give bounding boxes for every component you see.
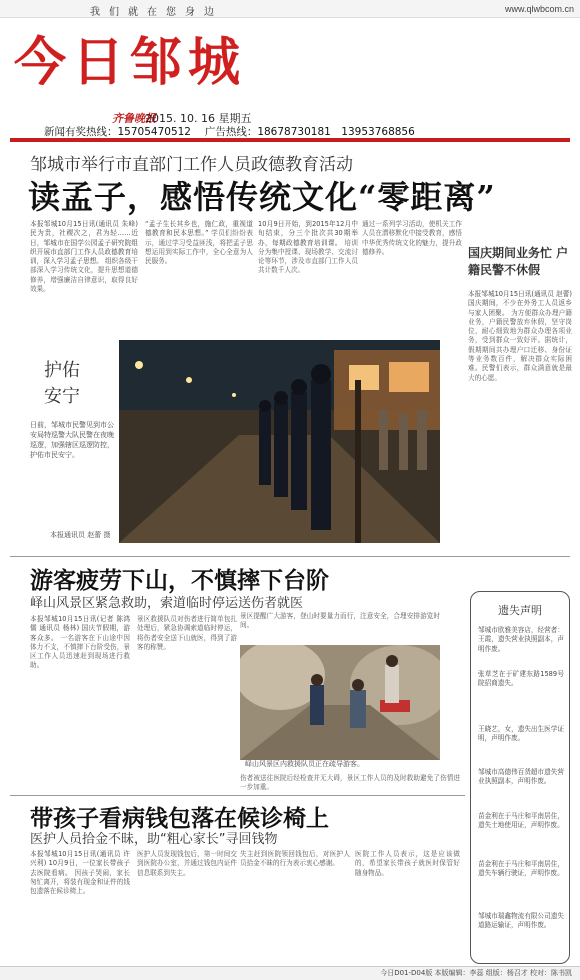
footer-credits: 今日D01-D04版 本版编辑：李蕊 组版：杨召才 校对：陈书凯: [380, 969, 572, 977]
child-headline: 带孩子看病钱包落在候诊椅上: [30, 805, 329, 832]
side-headline: 国庆期间业务忙 户籍民警不休假: [468, 246, 569, 277]
night-patrol-image: [119, 340, 440, 543]
child-col-4: 医院工作人员表示，这是应该做的，希望家长带孩子就医时保管好随身物品。: [355, 850, 460, 877]
lead-headline: 读孟子，感悟传统文化“零距离”: [28, 178, 496, 216]
rescue-image: [240, 645, 440, 760]
masthead: 今日邹城: [14, 32, 247, 93]
lead-col-3: 10月9日开始，到2015年12月中旬结束，分三个批次共30期举办，每期政德教育培训课。 培训分为集中授课、现场教学、交流讨论等环节，涉及市直部门工作人员共计数千人次。: [258, 220, 358, 275]
tourist-col-2: 景区救援队员对伤者进行简单包扎处理后，紧急协调索道临时停运，将伤者安全送下山就医，得到了游客的称赞。: [137, 615, 237, 651]
divider-1: [10, 556, 570, 557]
lead-kicker: 邹城市举行市直部门工作人员政德教育活动: [30, 155, 353, 175]
lead-col-4: 通过一系列学习活动，使机关工作人员在潜移默化中接受教育，感悟中华优秀传统文化的魅力，提升政德修养。: [362, 220, 462, 256]
tourist-subhead: 峄山风景区紧急救助，索道临时停运送伤者就医: [30, 596, 304, 611]
hotline: 新闻有奖热线：15705470512 广告热线：18678730181 13953768856: [44, 126, 415, 138]
notice-item: 王晓艺，女，遗失出生医学证明，声明作废。: [478, 725, 564, 743]
notice-title: 遗失声明: [498, 604, 542, 617]
guard-byline: 本报通讯员 赵蕾 摄: [50, 531, 111, 539]
rescue-photo: [240, 645, 440, 760]
notice-item: 苗金利在于马庄和平南居住，遗失车辆行驶证，声明作废。: [478, 860, 564, 878]
night-patrol-photo: [119, 340, 440, 543]
divider-2: [10, 795, 465, 796]
child-col-3: 失主赶到医院领回钱包后，对医护人员拾金不昧的行为表示衷心感谢。: [240, 850, 350, 868]
child-subhead: 医护人员拾金不昧，助“粗心家长”寻回钱物: [30, 832, 278, 847]
tourist-col-3: 景区提醒广大游客，登山时要量力而行，注意安全，合理安排游览时间。: [240, 612, 440, 630]
notice-item: 苗金利在于马庄和平南居住，遗失土地使用证，声明作废。: [478, 812, 564, 830]
tourist-headline: 游客疲劳下山，不慎摔下台阶: [30, 567, 329, 594]
lead-col-1: 本报邹城10月15日讯(通讯员 朱峰) 民为贵，社稷次之，君为轻……近日，邹城市在国学公园孟子研究院组织开展市直部门工作人员政德教育培训，深入学习孟子思想。 组织各级干部深入学习传统文化，提升思想道德修养，增强廉洁自律意识，取得良好效果。: [30, 220, 138, 294]
publisher: 齐鲁晚报: [112, 112, 156, 125]
tourist-col-1: 本报邹城10月15日讯(记者 陈鸿儒 通讯员 杨林) 国庆节假期，游客众多。 一名游客在下山途中因体力不支，不慎摔下台阶受伤，景区工作人员迅速赶到现场进行救助。: [30, 615, 130, 670]
guard-body: 日前，邹城市民警见到市公安局特巡警大队民警在夜晚巡逻，加强辖区巡逻防控，护佑市民安宁。: [30, 421, 114, 459]
tourist-col-4: 伤者被送往医院后经检查并无大碍，景区工作人员的及时救助避免了伤情进一步加重。: [240, 774, 460, 792]
notice-item: 邹城市欧雅美容店，经营者：王霞，遗失营业执照副本，声明作废。: [478, 626, 564, 653]
notice-item: 邹城市瑞鑫物流有限公司遗失道路运输证，声明作废。: [478, 912, 564, 930]
child-col-1: 本报邹城10月15日讯(通讯员 许兴利) 10月9日，一位家长带孩子去医院看病。 因孩子哭闹，家长匆忙离开，将装有现金和证件的钱包遗落在候诊椅上。: [30, 850, 130, 896]
lead-col-2: “孟子生长其乡也，施仁政，重视道德教育和民本思想。” 学员们纷纷表示，通过学习受益匪浅，将把孟子思想运用到实际工作中，全心全意为人民服务。: [145, 220, 253, 266]
notice-item: 邹城市高德伟百货超市遗失营业执照副本，声明作废。: [478, 768, 564, 786]
issue-date: 2015. 10. 16 星期五: [145, 112, 252, 125]
slogan: 我们就在您身边: [90, 7, 223, 18]
top-bar: [0, 0, 580, 18]
child-col-2: 医护人员发现钱包后，第一时间交到医院办公室，并通过钱包内证件信息联系到失主。: [137, 850, 237, 877]
guard-title: 护佑 安宁: [44, 360, 80, 407]
notice-item: 张草芝在于矿建东路1589号院招商遗失。: [478, 670, 564, 688]
rescue-caption: 峄山风景区内救援队员正在疏导游客。: [245, 760, 364, 768]
masthead-divider: [10, 138, 570, 142]
side-body: 本报邹城10月15日讯(通讯员 赵蕾) 国庆期间，不少在外务工人员返乡与家人团聚。 为方便群众办理户籍业务，户籍民警放弃休假，坚守岗位，耐心细致地为群众办理各项业务，受到群众一致好评。据统计，假期期间共办理户口迁移、身份证等业务数百件，解决群众实际困难。民警们表示，群众满意就是最大的心愿。: [468, 290, 572, 382]
site-url[interactable]: www.qlwbcom.cn: [504, 4, 574, 14]
